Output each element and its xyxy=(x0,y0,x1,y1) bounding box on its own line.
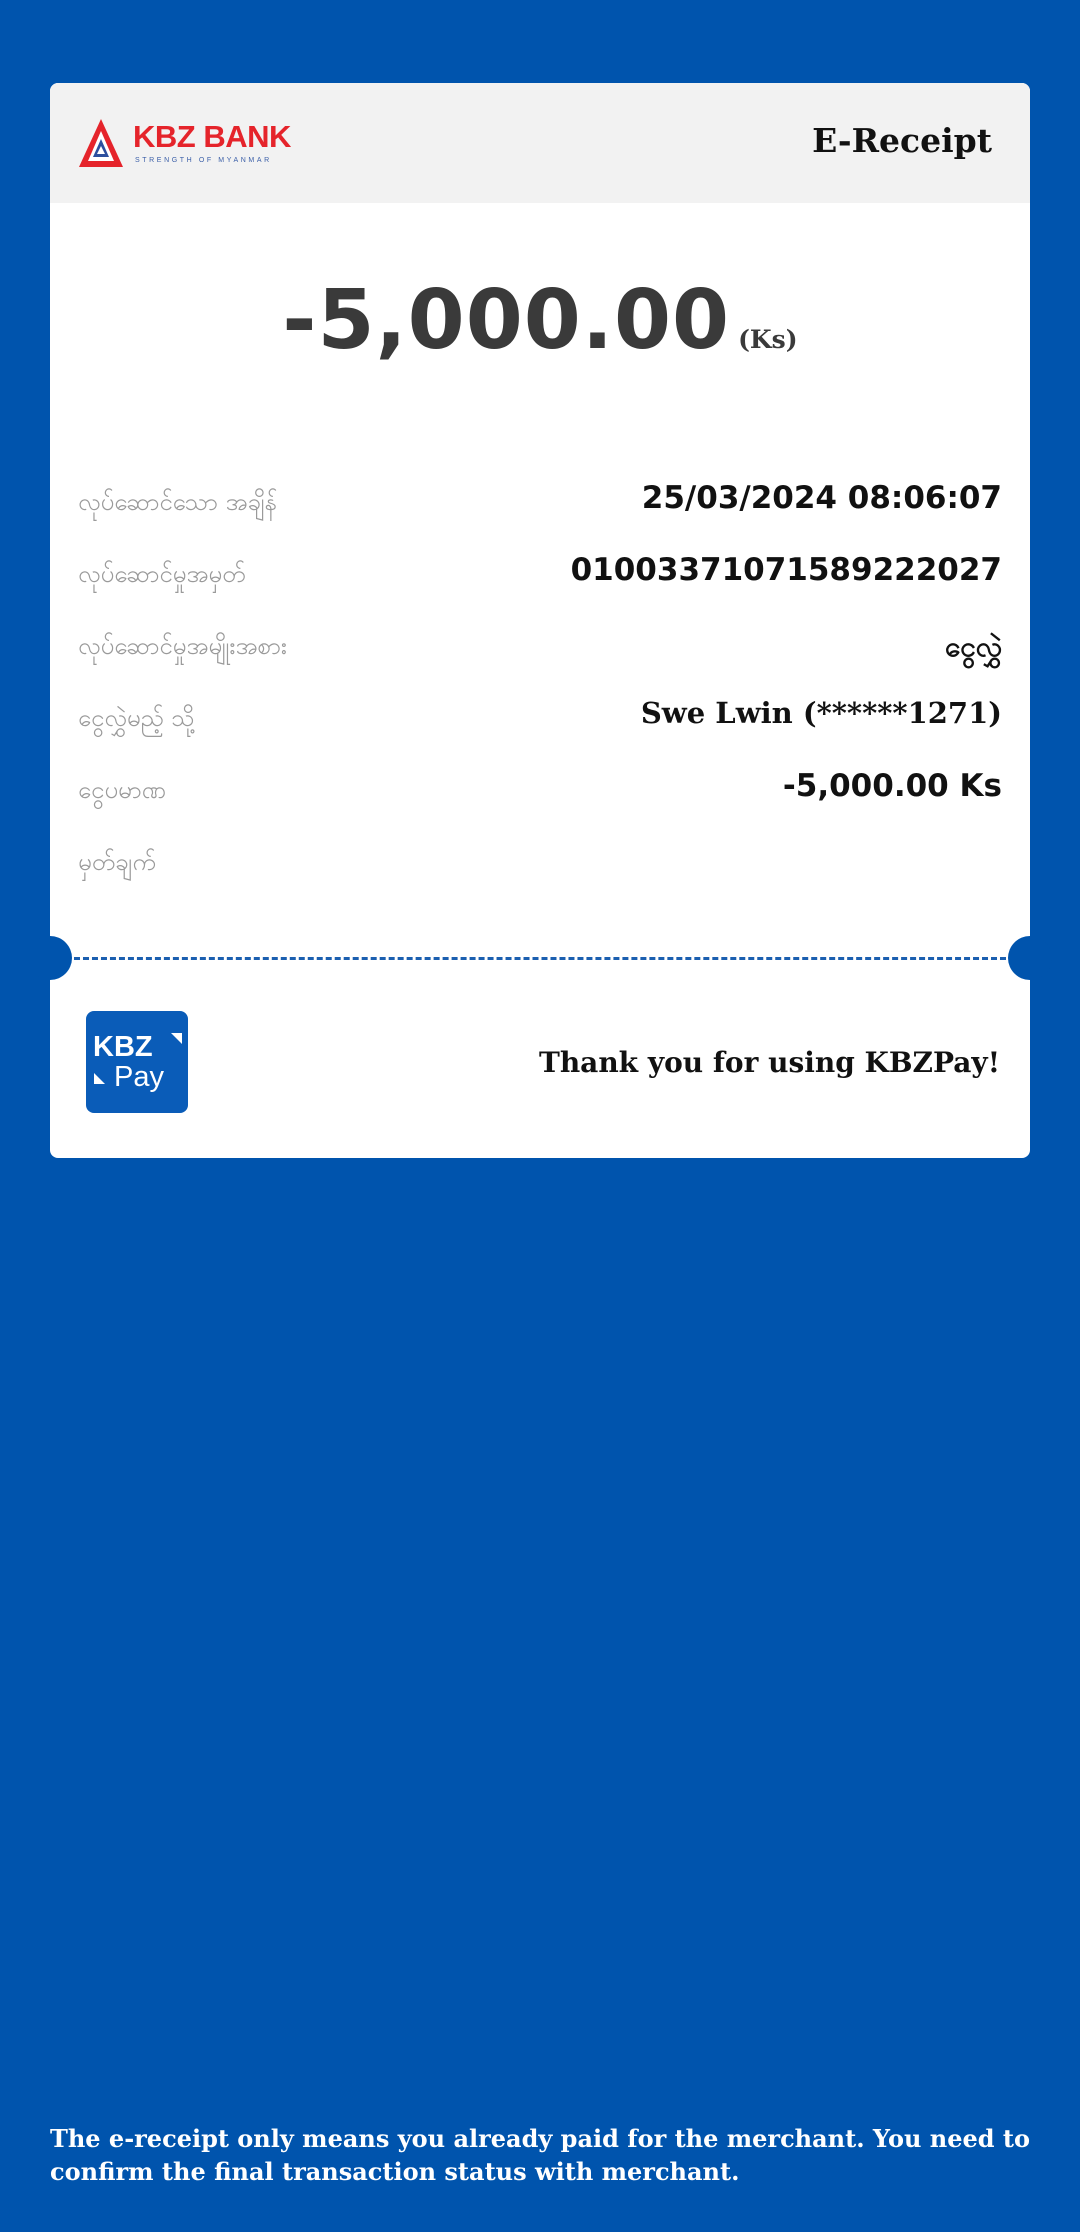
amount-display xyxy=(50,273,1030,368)
detail-row-time xyxy=(78,480,1002,520)
dashed-divider xyxy=(74,957,1006,960)
detail-row-note xyxy=(78,840,1002,880)
logo-tagline: STRENGTH OF MYANMAR xyxy=(135,157,272,164)
ticket-notch-left xyxy=(28,936,72,980)
detail-value: 01003371071589222027 xyxy=(570,552,1002,588)
detail-value: 25/03/2024 08:06:07 xyxy=(641,480,1002,516)
kbzpay-logo-pay: Pay xyxy=(114,1061,164,1093)
detail-label: လုပ်ဆောင်မှုအမျိုးအစား xyxy=(78,632,287,660)
amount-unit: (Ks) xyxy=(738,325,798,354)
corner-arrow-icon xyxy=(171,1033,182,1044)
detail-value: Swe Lwin (******1271) xyxy=(640,696,1002,730)
kbz-triangle-icon xyxy=(77,117,125,169)
detail-label: ငွေလွှဲမည့် သို့ xyxy=(78,704,195,732)
kbzpay-logo-kbz: KBZ xyxy=(93,1031,153,1063)
detail-row-amount xyxy=(78,768,1002,808)
kbz-bank-logo xyxy=(77,117,301,173)
logo-wordmark: KBZ BANK xyxy=(133,119,291,154)
detail-value: -5,000.00 Ks xyxy=(782,768,1002,804)
detail-value: ငွေလွှဲ xyxy=(945,630,1002,663)
detail-label: လုပ်ဆောင်မှုအမှတ် xyxy=(78,560,246,588)
receipt-header xyxy=(50,83,1030,203)
detail-label: မှတ်ချက် xyxy=(78,848,156,876)
receipt-card xyxy=(50,83,1030,1158)
amount-value: -5,000.00 xyxy=(282,273,731,368)
detail-row-transaction-id xyxy=(78,552,1002,592)
detail-row-recipient xyxy=(78,696,1002,736)
detail-label: လုပ်ဆောင်သော အချိန် xyxy=(78,488,278,516)
kbzpay-logo xyxy=(86,1011,188,1113)
ticket-notch-right xyxy=(1008,936,1052,980)
detail-label: ငွေပမာဏ xyxy=(78,776,166,804)
thank-you-text: Thank you for using KBZPay! xyxy=(538,1046,1000,1079)
page-title: E-Receipt xyxy=(812,121,992,160)
detail-row-type xyxy=(78,624,1002,664)
disclaimer-text: The e-receipt only means you already paid for the merchant. You need to confirm the final transaction status with merchant. xyxy=(50,2124,1031,2186)
corner-arrow-icon xyxy=(94,1073,105,1084)
